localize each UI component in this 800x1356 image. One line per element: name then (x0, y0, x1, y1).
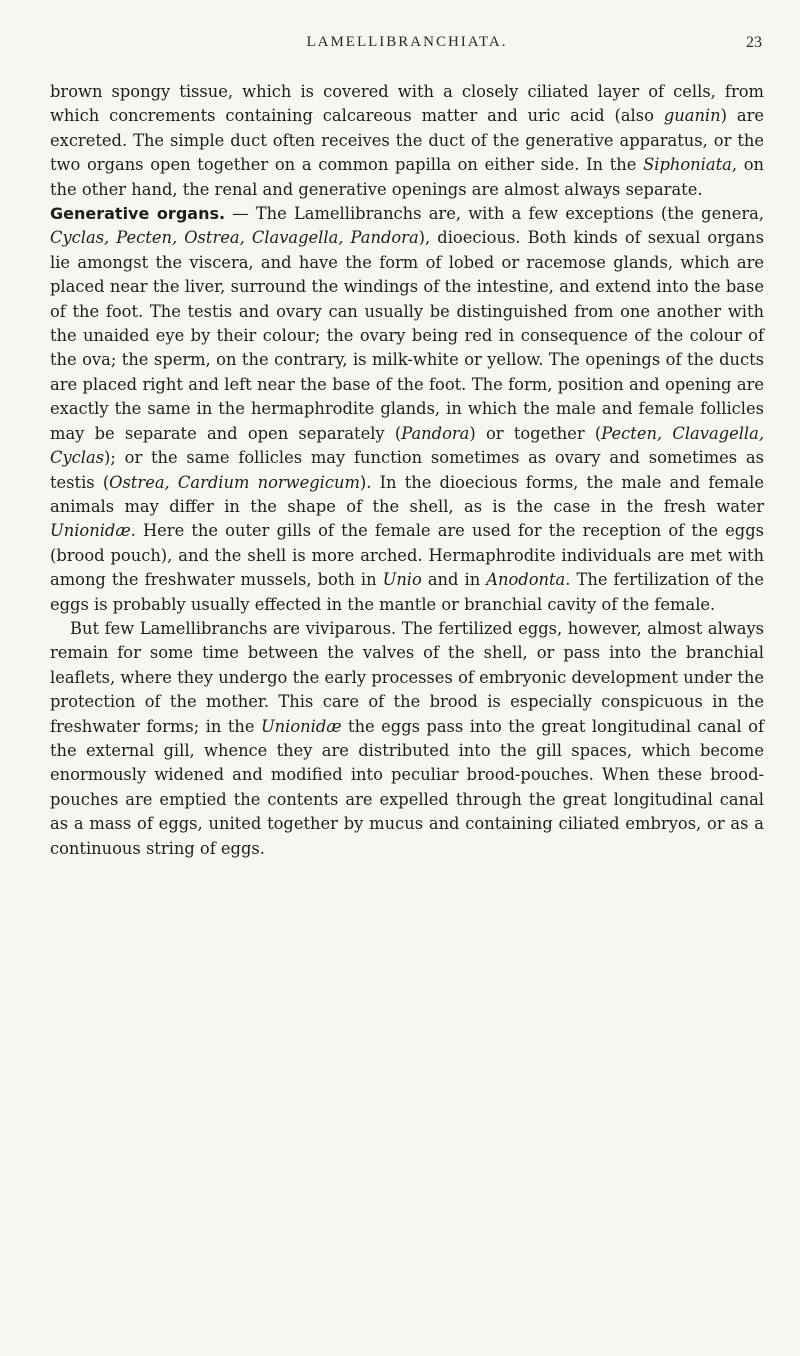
running-head (50, 34, 764, 54)
body-text (50, 80, 764, 861)
italic-term: Pecten, Clavagella, Cyclas (50, 423, 764, 468)
text-run: But few Lamellibranchs are viviparous. The fertilized eggs, however, almost always remain for some time between the valves of the shell, or pass into the branchial leaflets, where they undergo the early processes of embryonic development under the protection of the mother. This care of the brood is especially conspicuous in the freshwater forms; in the (50, 618, 764, 736)
text-run: the eggs pass into the great longitudinal canal of the external gill, whence they are distributed into the gill spaces, which become enormously widened and modified into peculiar brood-pouches. When these brood-pouches are emptied the contents are expelled through the great longitudinal canal as a mass of eggs, united together by mucus and containing ciliated embryos, or as a continuous string of eggs. (50, 716, 764, 858)
italic-term: Unio (382, 570, 422, 590)
paragraph-generative-organs (50, 202, 764, 617)
italic-term: Unionidæ (260, 716, 342, 736)
text-run: ); or the same follicles may function sometimes as ovary and sometimes as testis ( (50, 448, 764, 492)
text-run: brown spongy tissue, which is covered with a closely ciliated layer of cells, from which concrements containing calcareous matter and uric acid (also (50, 82, 764, 126)
text-run: ), dioecious. Both kinds of sexual organs lie amongst the viscera, and have the form of lobed or racemose glands, which are placed near the liver, surround the windings of the intestine, and extend into the base of the foot. The testis and ovary can usually be distinguished from one another with the unaided eye by their colour; the ovary being red in consequence of the colour of the ova; the sperm, on the contrary, is milk-white or yellow. The openings of the ducts are placed right and left near the base of the foot. The form, position and opening are exactly the same in the hermaphrodite glands, in which the male and female follicles may be separate and open separately ( (50, 228, 764, 443)
italic-term: Pandora (401, 423, 470, 443)
italic-term: Siphoniata (643, 155, 732, 175)
text-run: ) or together ( (469, 423, 602, 443)
italic-term: Cyclas, Pecten, Ostrea, Clavagella, Pandora (50, 228, 419, 248)
italic-term: Ostrea, Cardium norwegicum (109, 472, 360, 492)
text-run: — The Lamellibranchs are, with a few exceptions (the genera, (225, 204, 764, 224)
paragraph-brood-care (50, 617, 764, 861)
italic-term: Anodonta (486, 570, 566, 590)
text-run: ) are excreted. The simple duct often receives the duct of the generative apparatus, or the two organs open together on a common papilla on either side. In the (50, 106, 764, 175)
page-number: 23 (746, 34, 762, 51)
italic-term: guanin (663, 106, 721, 126)
text-run: . Here the outer gills of the female are used for the reception of the eggs (brood pouch), and the shell is more arched. Hermaphrodite individuals are met with among the freshwater mussels, both in (50, 521, 764, 590)
running-title: LAMELLIBRANCHIATA. (306, 34, 508, 50)
text-run: , on the other hand, the renal and generative openings are almost always separate. (50, 155, 764, 199)
text-run: ). In the dioecious forms, the male and female animals may differ in the shape of the shell, as is the case in the fresh water (50, 472, 764, 516)
paragraph-renal-ducts (50, 80, 764, 202)
section-heading: Generative organs. (50, 204, 226, 224)
text-run: . The fertilization of the eggs is probably usually effected in the mantle or branchial cavity of the female. (50, 570, 764, 614)
italic-term: Unionidæ (50, 521, 131, 541)
text-run: and in (421, 570, 487, 590)
